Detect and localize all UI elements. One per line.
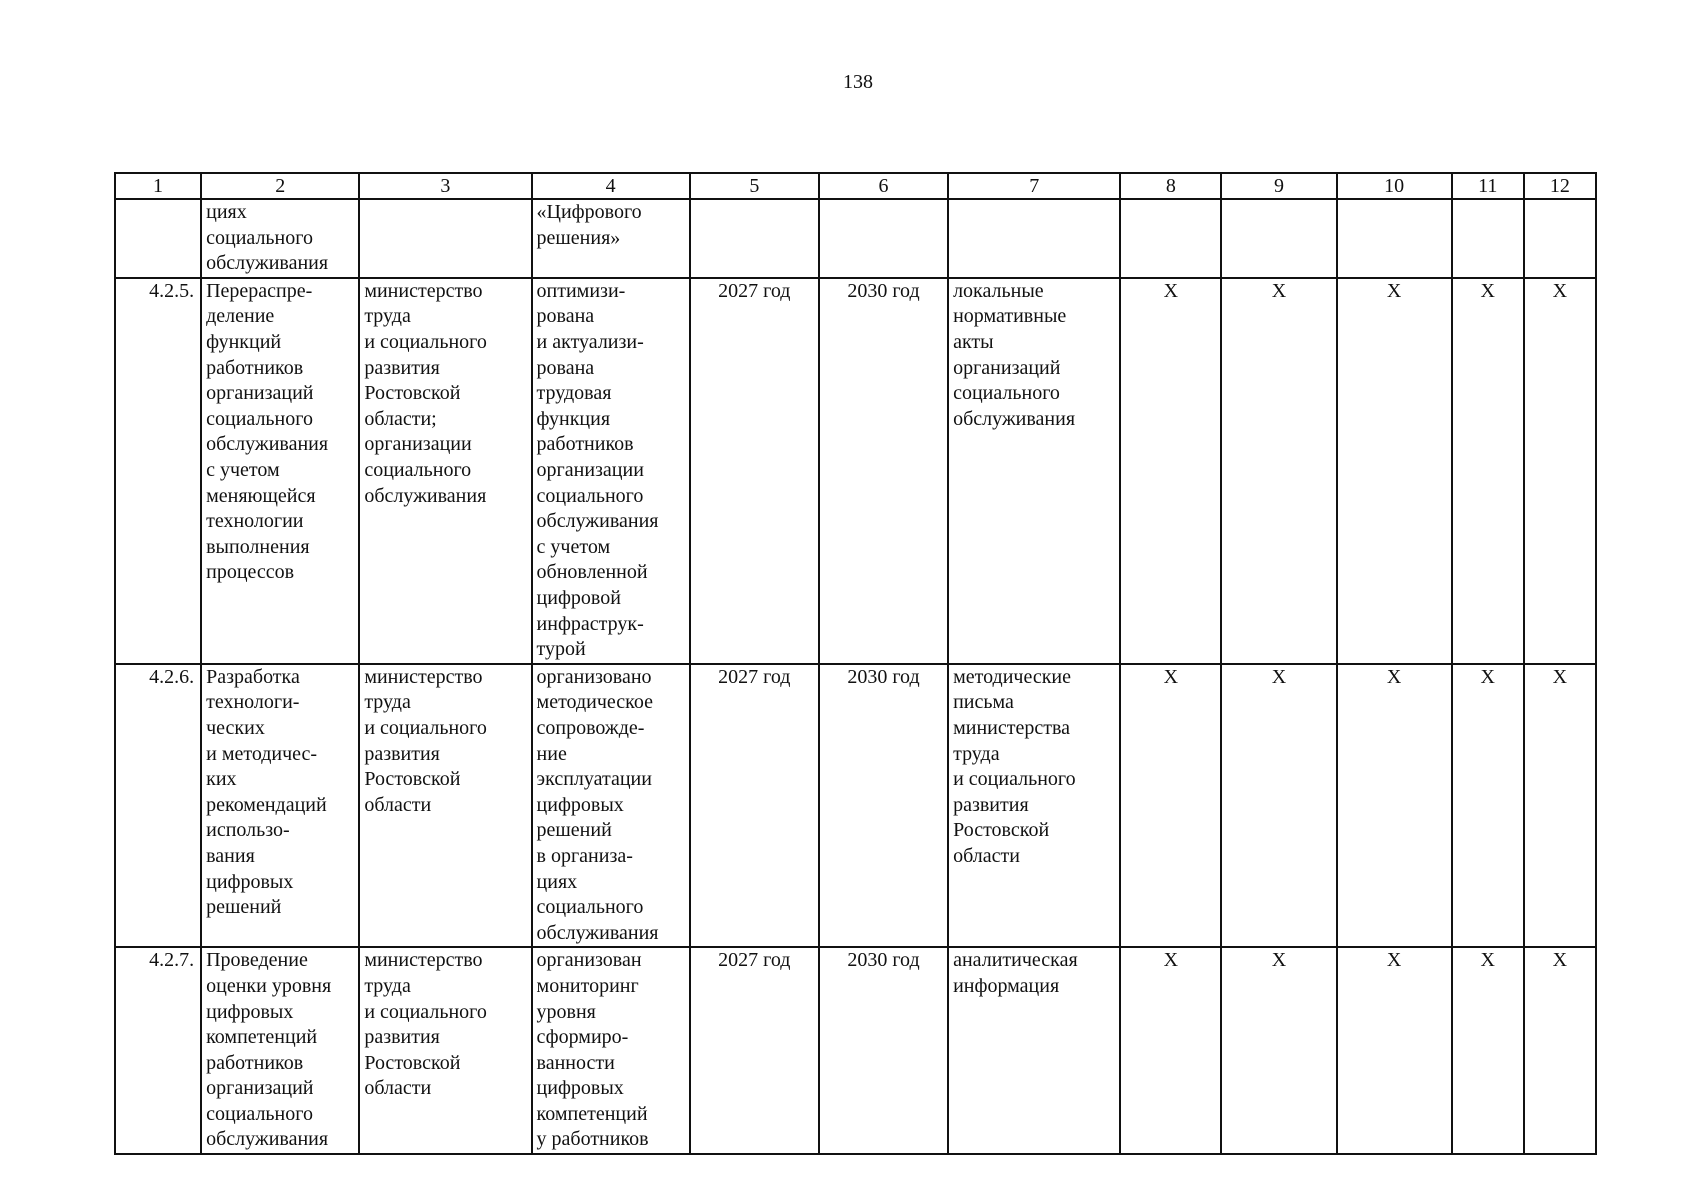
cell-result: «Цифрового решения» bbox=[532, 199, 690, 278]
cell-measure-name: циях социального обслуживания bbox=[201, 199, 359, 278]
cell-number: 4.2.6. bbox=[115, 664, 201, 948]
column-header-9: 9 bbox=[1221, 173, 1336, 199]
cell-col-10 bbox=[1337, 199, 1452, 278]
cell-measure-name: Разработка технологи- ческих и методичес- ких рекомендаций использо- вания цифровых решений bbox=[201, 664, 359, 948]
cell-col-10: Х bbox=[1337, 947, 1452, 1154]
cell-col-11 bbox=[1452, 199, 1524, 278]
cell-end-year: 2030 год bbox=[819, 947, 948, 1154]
column-header-7: 7 bbox=[948, 173, 1120, 199]
column-header-1: 1 bbox=[115, 173, 201, 199]
cell-col-12 bbox=[1524, 199, 1596, 278]
cell-col-9 bbox=[1221, 199, 1336, 278]
cell-executor bbox=[359, 199, 531, 278]
cell-start-year: 2027 год bbox=[690, 947, 819, 1154]
cell-number: 4.2.7. bbox=[115, 947, 201, 1154]
measures-table bbox=[114, 172, 1597, 1155]
cell-col-11: Х bbox=[1452, 947, 1524, 1154]
cell-result: организовано методическое сопровожде- ние эксплуатации цифровых решений в организа- циях социального обслуживания bbox=[532, 664, 690, 948]
column-header-2: 2 bbox=[201, 173, 359, 199]
cell-col-12: Х bbox=[1524, 947, 1596, 1154]
cell-document: локальные нормативные акты организаций социального обслуживания bbox=[948, 278, 1120, 664]
cell-executor: министерство труда и социального развития Ростовской области; организации социального обслуживания bbox=[359, 278, 531, 664]
cell-end-year bbox=[819, 199, 948, 278]
cell-start-year: 2027 год bbox=[690, 664, 819, 948]
column-header-11: 11 bbox=[1452, 173, 1524, 199]
column-header-12: 12 bbox=[1524, 173, 1596, 199]
column-header-10: 10 bbox=[1337, 173, 1452, 199]
cell-col-10: Х bbox=[1337, 278, 1452, 664]
cell-col-8: Х bbox=[1120, 947, 1221, 1154]
cell-col-9: Х bbox=[1221, 664, 1336, 948]
cell-col-11: Х bbox=[1452, 278, 1524, 664]
table-row-4-2-7 bbox=[115, 947, 1596, 1154]
cell-document: аналитическая информация bbox=[948, 947, 1120, 1154]
column-header-3: 3 bbox=[359, 173, 531, 199]
cell-number bbox=[115, 199, 201, 278]
cell-result: организован мониторинг уровня сформиро- ванности цифровых компетенций у работников bbox=[532, 947, 690, 1154]
cell-executor: министерство труда и социального развития Ростовской области bbox=[359, 947, 531, 1154]
cell-end-year: 2030 год bbox=[819, 278, 948, 664]
column-header-4: 4 bbox=[532, 173, 690, 199]
column-header-8: 8 bbox=[1120, 173, 1221, 199]
cell-col-12: Х bbox=[1524, 664, 1596, 948]
cell-col-10: Х bbox=[1337, 664, 1452, 948]
table-row-4-2-5 bbox=[115, 278, 1596, 664]
cell-col-9: Х bbox=[1221, 278, 1336, 664]
column-header-6: 6 bbox=[819, 173, 948, 199]
header-row bbox=[115, 173, 1596, 199]
cell-measure-name: Перераспре- деление функций работников организаций социального обслуживания с учетом меняющейся технологии выполнения процессов bbox=[201, 278, 359, 664]
cell-start-year bbox=[690, 199, 819, 278]
cell-col-8: Х bbox=[1120, 664, 1221, 948]
cell-col-8: Х bbox=[1120, 278, 1221, 664]
table-row-4-2-6 bbox=[115, 664, 1596, 948]
cell-number: 4.2.5. bbox=[115, 278, 201, 664]
column-header-5: 5 bbox=[690, 173, 819, 199]
cell-result: оптимизи- рована и актуализи- рована трудовая функция работников организации социального обслуживания с учетом обновленной цифровой инфраструк- турой bbox=[532, 278, 690, 664]
cell-end-year: 2030 год bbox=[819, 664, 948, 948]
cell-col-11: Х bbox=[1452, 664, 1524, 948]
cell-measure-name: Проведение оценки уровня цифровых компетенций работников организаций социального обслуживания bbox=[201, 947, 359, 1154]
cell-executor: министерство труда и социального развития Ростовской области bbox=[359, 664, 531, 948]
cell-col-9: Х bbox=[1221, 947, 1336, 1154]
cell-document: методические письма министерства труда и социального развития Ростовской области bbox=[948, 664, 1120, 948]
cell-document bbox=[948, 199, 1120, 278]
table-row-continuation bbox=[115, 199, 1596, 278]
cell-col-12: Х bbox=[1524, 278, 1596, 664]
page-number: 138 bbox=[843, 71, 873, 93]
cell-col-8 bbox=[1120, 199, 1221, 278]
cell-start-year: 2027 год bbox=[690, 278, 819, 664]
